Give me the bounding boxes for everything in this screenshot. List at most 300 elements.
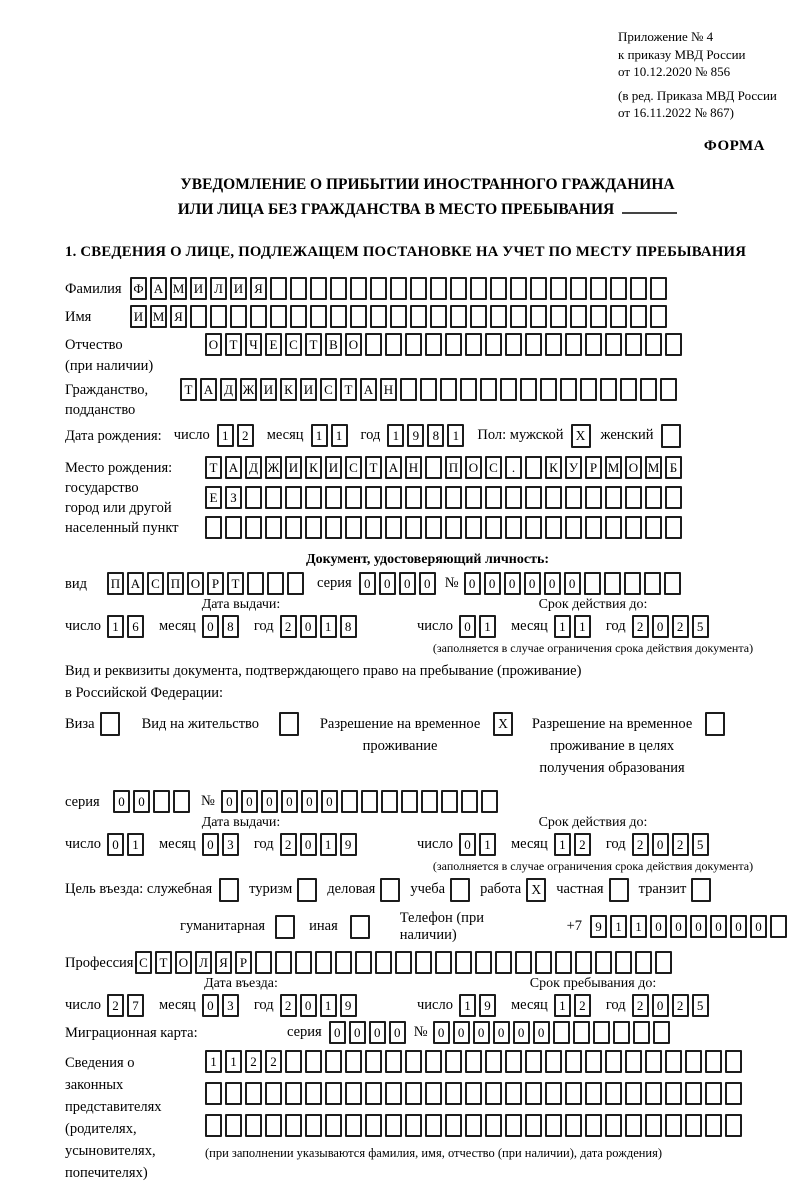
char-cell[interactable] xyxy=(210,305,227,328)
doc-kind-cells[interactable] xyxy=(107,572,307,595)
char-cell[interactable]: 2 xyxy=(632,994,649,1017)
char-cell[interactable] xyxy=(545,486,562,509)
char-cell[interactable] xyxy=(285,1082,302,1105)
char-cell[interactable] xyxy=(525,333,542,356)
char-cell[interactable]: 1 xyxy=(320,833,337,856)
char-cell[interactable]: Р xyxy=(207,572,224,595)
char-cell[interactable]: 1 xyxy=(554,994,571,1017)
char-cell[interactable]: П xyxy=(167,572,184,595)
char-cell[interactable]: О xyxy=(205,333,222,356)
char-cell[interactable]: 0 xyxy=(650,915,667,938)
char-cell[interactable] xyxy=(545,1082,562,1105)
migration-series-cells[interactable] xyxy=(329,1021,409,1044)
char-cell[interactable] xyxy=(530,277,547,300)
char-cell[interactable]: Н xyxy=(405,456,422,479)
char-cell[interactable]: И xyxy=(260,378,277,401)
residence-permit-checkbox[interactable] xyxy=(279,712,299,736)
char-cell[interactable]: 0 xyxy=(484,572,501,595)
purpose-tourism-checkbox[interactable] xyxy=(297,878,317,902)
char-cell[interactable]: 5 xyxy=(692,994,709,1017)
char-cell[interactable] xyxy=(615,951,632,974)
char-cell[interactable] xyxy=(405,516,422,539)
birthplace-row1-cells[interactable] xyxy=(205,456,685,479)
char-cell[interactable]: 2 xyxy=(265,1050,282,1073)
char-cell[interactable] xyxy=(270,277,287,300)
char-cell[interactable]: 5 xyxy=(692,615,709,638)
char-cell[interactable]: З xyxy=(225,486,242,509)
char-cell[interactable]: 1 xyxy=(320,615,337,638)
representatives-row3-cells[interactable] xyxy=(205,1114,745,1137)
char-cell[interactable] xyxy=(565,486,582,509)
char-cell[interactable] xyxy=(450,277,467,300)
char-cell[interactable]: И xyxy=(300,378,317,401)
char-cell[interactable] xyxy=(365,1114,382,1137)
char-cell[interactable] xyxy=(495,951,512,974)
temp-residence-checkbox[interactable]: X xyxy=(493,712,513,736)
char-cell[interactable] xyxy=(585,486,602,509)
char-cell[interactable]: О xyxy=(465,456,482,479)
char-cell[interactable] xyxy=(381,790,398,813)
char-cell[interactable] xyxy=(205,1082,222,1105)
char-cell[interactable] xyxy=(590,305,607,328)
char-cell[interactable] xyxy=(665,486,682,509)
char-cell[interactable] xyxy=(625,333,642,356)
char-cell[interactable] xyxy=(345,486,362,509)
char-cell[interactable]: 2 xyxy=(672,833,689,856)
char-cell[interactable]: 0 xyxy=(329,1021,346,1044)
char-cell[interactable]: 1 xyxy=(479,615,496,638)
char-cell[interactable] xyxy=(225,1114,242,1137)
char-cell[interactable] xyxy=(590,277,607,300)
char-cell[interactable] xyxy=(613,1021,630,1044)
citizenship-cells[interactable] xyxy=(180,378,680,401)
char-cell[interactable] xyxy=(525,486,542,509)
char-cell[interactable] xyxy=(485,516,502,539)
char-cell[interactable] xyxy=(247,572,264,595)
char-cell[interactable]: 9 xyxy=(340,833,357,856)
char-cell[interactable]: 6 xyxy=(127,615,144,638)
char-cell[interactable]: И xyxy=(130,305,147,328)
char-cell[interactable] xyxy=(650,277,667,300)
char-cell[interactable] xyxy=(605,516,622,539)
char-cell[interactable] xyxy=(625,1050,642,1073)
char-cell[interactable] xyxy=(295,951,312,974)
char-cell[interactable] xyxy=(325,1082,342,1105)
char-cell[interactable]: 9 xyxy=(407,424,424,447)
char-cell[interactable] xyxy=(465,333,482,356)
surname-cells[interactable] xyxy=(130,277,670,300)
purpose-official-checkbox[interactable] xyxy=(219,878,239,902)
char-cell[interactable] xyxy=(325,486,342,509)
char-cell[interactable]: Н xyxy=(380,378,397,401)
char-cell[interactable] xyxy=(560,378,577,401)
char-cell[interactable] xyxy=(505,1114,522,1137)
char-cell[interactable]: 2 xyxy=(280,615,297,638)
char-cell[interactable]: Ч xyxy=(245,333,262,356)
char-cell[interactable] xyxy=(190,305,207,328)
char-cell[interactable]: А xyxy=(150,277,167,300)
char-cell[interactable] xyxy=(485,1050,502,1073)
char-cell[interactable]: М xyxy=(150,305,167,328)
char-cell[interactable]: 9 xyxy=(479,994,496,1017)
char-cell[interactable] xyxy=(585,1114,602,1137)
char-cell[interactable]: 3 xyxy=(222,994,239,1017)
char-cell[interactable] xyxy=(390,277,407,300)
char-cell[interactable] xyxy=(425,1082,442,1105)
char-cell[interactable] xyxy=(401,790,418,813)
char-cell[interactable]: 1 xyxy=(205,1050,222,1073)
char-cell[interactable]: 7 xyxy=(127,994,144,1017)
residence-issue-day[interactable] xyxy=(107,833,147,856)
char-cell[interactable] xyxy=(361,790,378,813)
char-cell[interactable]: 0 xyxy=(750,915,767,938)
char-cell[interactable] xyxy=(550,305,567,328)
male-checkbox[interactable]: X xyxy=(571,424,591,448)
stay-month[interactable] xyxy=(554,994,594,1017)
char-cell[interactable]: М xyxy=(645,456,662,479)
char-cell[interactable]: 1 xyxy=(574,615,591,638)
char-cell[interactable]: 0 xyxy=(544,572,561,595)
char-cell[interactable] xyxy=(570,277,587,300)
char-cell[interactable] xyxy=(705,1050,722,1073)
char-cell[interactable] xyxy=(285,1114,302,1137)
char-cell[interactable]: 0 xyxy=(493,1021,510,1044)
char-cell[interactable] xyxy=(585,516,602,539)
char-cell[interactable] xyxy=(580,378,597,401)
char-cell[interactable] xyxy=(650,305,667,328)
char-cell[interactable] xyxy=(345,1050,362,1073)
female-checkbox[interactable] xyxy=(661,424,681,448)
char-cell[interactable]: Б xyxy=(665,456,682,479)
residence-expiry-year[interactable] xyxy=(632,833,712,856)
purpose-humanitarian-checkbox[interactable] xyxy=(275,915,295,939)
char-cell[interactable] xyxy=(205,1114,222,1137)
char-cell[interactable]: 1 xyxy=(127,833,144,856)
char-cell[interactable]: С xyxy=(345,456,362,479)
char-cell[interactable] xyxy=(505,516,522,539)
residence-issue-year[interactable] xyxy=(280,833,360,856)
char-cell[interactable] xyxy=(665,333,682,356)
char-cell[interactable] xyxy=(610,305,627,328)
char-cell[interactable] xyxy=(545,516,562,539)
char-cell[interactable]: . xyxy=(505,456,522,479)
char-cell[interactable]: 5 xyxy=(692,833,709,856)
char-cell[interactable]: 0 xyxy=(241,790,258,813)
char-cell[interactable] xyxy=(290,305,307,328)
char-cell[interactable] xyxy=(573,1021,590,1044)
char-cell[interactable] xyxy=(285,486,302,509)
char-cell[interactable] xyxy=(390,305,407,328)
doc-issue-day[interactable] xyxy=(107,615,147,638)
char-cell[interactable] xyxy=(265,1114,282,1137)
char-cell[interactable]: 2 xyxy=(280,994,297,1017)
char-cell[interactable]: 0 xyxy=(419,572,436,595)
char-cell[interactable] xyxy=(425,456,442,479)
char-cell[interactable] xyxy=(645,1082,662,1105)
char-cell[interactable]: 0 xyxy=(113,790,130,813)
char-cell[interactable] xyxy=(445,1050,462,1073)
char-cell[interactable] xyxy=(305,1114,322,1137)
char-cell[interactable]: Р xyxy=(235,951,252,974)
char-cell[interactable] xyxy=(470,277,487,300)
char-cell[interactable] xyxy=(565,1114,582,1137)
char-cell[interactable] xyxy=(470,305,487,328)
char-cell[interactable]: 0 xyxy=(301,790,318,813)
purpose-business-checkbox[interactable] xyxy=(380,878,400,902)
char-cell[interactable] xyxy=(565,1050,582,1073)
char-cell[interactable] xyxy=(655,951,672,974)
char-cell[interactable]: Ф xyxy=(130,277,147,300)
char-cell[interactable] xyxy=(665,1114,682,1137)
char-cell[interactable] xyxy=(345,1082,362,1105)
char-cell[interactable] xyxy=(770,915,787,938)
char-cell[interactable]: 0 xyxy=(300,994,317,1017)
char-cell[interactable]: И xyxy=(230,277,247,300)
char-cell[interactable] xyxy=(565,333,582,356)
char-cell[interactable]: 0 xyxy=(379,572,396,595)
char-cell[interactable]: 8 xyxy=(222,615,239,638)
residence-series-cells[interactable] xyxy=(113,790,193,813)
char-cell[interactable] xyxy=(455,951,472,974)
purpose-study-checkbox[interactable] xyxy=(450,878,470,902)
char-cell[interactable] xyxy=(465,1050,482,1073)
char-cell[interactable]: 0 xyxy=(369,1021,386,1044)
char-cell[interactable]: 0 xyxy=(730,915,747,938)
char-cell[interactable] xyxy=(645,516,662,539)
char-cell[interactable] xyxy=(415,951,432,974)
char-cell[interactable] xyxy=(535,951,552,974)
char-cell[interactable] xyxy=(385,1050,402,1073)
patronymic-cells[interactable] xyxy=(205,333,685,356)
char-cell[interactable]: 0 xyxy=(652,615,669,638)
char-cell[interactable] xyxy=(225,516,242,539)
char-cell[interactable]: М xyxy=(605,456,622,479)
char-cell[interactable]: 0 xyxy=(524,572,541,595)
char-cell[interactable]: 1 xyxy=(331,424,348,447)
char-cell[interactable]: Т xyxy=(305,333,322,356)
char-cell[interactable] xyxy=(555,951,572,974)
char-cell[interactable]: Я xyxy=(170,305,187,328)
char-cell[interactable]: Т xyxy=(225,333,242,356)
char-cell[interactable]: 1 xyxy=(447,424,464,447)
char-cell[interactable] xyxy=(341,790,358,813)
char-cell[interactable]: С xyxy=(285,333,302,356)
char-cell[interactable]: Е xyxy=(205,486,222,509)
doc-expiry-month[interactable] xyxy=(554,615,594,638)
char-cell[interactable] xyxy=(461,790,478,813)
char-cell[interactable] xyxy=(410,305,427,328)
char-cell[interactable] xyxy=(604,572,621,595)
char-cell[interactable]: 0 xyxy=(221,790,238,813)
char-cell[interactable] xyxy=(660,378,677,401)
char-cell[interactable] xyxy=(330,305,347,328)
char-cell[interactable] xyxy=(490,277,507,300)
char-cell[interactable]: 0 xyxy=(459,615,476,638)
char-cell[interactable] xyxy=(335,951,352,974)
char-cell[interactable] xyxy=(550,277,567,300)
char-cell[interactable] xyxy=(600,378,617,401)
char-cell[interactable]: 2 xyxy=(245,1050,262,1073)
doc-issue-year[interactable] xyxy=(280,615,360,638)
char-cell[interactable] xyxy=(385,486,402,509)
char-cell[interactable]: 0 xyxy=(533,1021,550,1044)
char-cell[interactable] xyxy=(481,790,498,813)
char-cell[interactable] xyxy=(245,516,262,539)
char-cell[interactable] xyxy=(520,378,537,401)
char-cell[interactable]: С xyxy=(320,378,337,401)
entry-month[interactable] xyxy=(202,994,242,1017)
char-cell[interactable]: П xyxy=(107,572,124,595)
char-cell[interactable] xyxy=(620,378,637,401)
char-cell[interactable] xyxy=(475,951,492,974)
char-cell[interactable] xyxy=(630,305,647,328)
char-cell[interactable] xyxy=(545,333,562,356)
char-cell[interactable] xyxy=(425,1114,442,1137)
char-cell[interactable]: У xyxy=(565,456,582,479)
doc-series-cells[interactable] xyxy=(359,572,439,595)
char-cell[interactable]: Я xyxy=(215,951,232,974)
char-cell[interactable] xyxy=(645,1114,662,1137)
char-cell[interactable] xyxy=(305,516,322,539)
doc-expiry-year[interactable] xyxy=(632,615,712,638)
char-cell[interactable] xyxy=(585,333,602,356)
char-cell[interactable]: 0 xyxy=(133,790,150,813)
residence-issue-month[interactable] xyxy=(202,833,242,856)
char-cell[interactable] xyxy=(465,1114,482,1137)
char-cell[interactable] xyxy=(665,516,682,539)
char-cell[interactable]: 0 xyxy=(504,572,521,595)
purpose-work-checkbox[interactable]: X xyxy=(526,878,546,902)
char-cell[interactable] xyxy=(515,951,532,974)
char-cell[interactable]: Т xyxy=(340,378,357,401)
purpose-other-checkbox[interactable] xyxy=(350,915,370,939)
char-cell[interactable] xyxy=(705,1114,722,1137)
temp-residence-edu-checkbox[interactable] xyxy=(705,712,725,736)
char-cell[interactable] xyxy=(365,1082,382,1105)
birthplace-row2-cells[interactable] xyxy=(205,486,685,509)
char-cell[interactable]: О xyxy=(187,572,204,595)
char-cell[interactable] xyxy=(500,378,517,401)
char-cell[interactable]: И xyxy=(285,456,302,479)
char-cell[interactable] xyxy=(245,486,262,509)
char-cell[interactable]: 1 xyxy=(479,833,496,856)
char-cell[interactable]: А xyxy=(200,378,217,401)
char-cell[interactable] xyxy=(430,277,447,300)
char-cell[interactable] xyxy=(653,1021,670,1044)
char-cell[interactable]: Д xyxy=(245,456,262,479)
char-cell[interactable]: Т xyxy=(365,456,382,479)
char-cell[interactable]: 1 xyxy=(459,994,476,1017)
char-cell[interactable]: 1 xyxy=(320,994,337,1017)
doc-expiry-day[interactable] xyxy=(459,615,499,638)
char-cell[interactable]: Д xyxy=(220,378,237,401)
char-cell[interactable] xyxy=(685,1114,702,1137)
char-cell[interactable] xyxy=(525,1114,542,1137)
char-cell[interactable] xyxy=(205,516,222,539)
char-cell[interactable]: 2 xyxy=(672,994,689,1017)
char-cell[interactable] xyxy=(370,277,387,300)
char-cell[interactable] xyxy=(285,1050,302,1073)
char-cell[interactable]: 0 xyxy=(389,1021,406,1044)
char-cell[interactable] xyxy=(245,1114,262,1137)
char-cell[interactable] xyxy=(525,1082,542,1105)
char-cell[interactable] xyxy=(305,486,322,509)
char-cell[interactable] xyxy=(410,277,427,300)
char-cell[interactable] xyxy=(265,486,282,509)
char-cell[interactable]: 1 xyxy=(225,1050,242,1073)
char-cell[interactable] xyxy=(525,456,542,479)
char-cell[interactable]: 9 xyxy=(340,994,357,1017)
char-cell[interactable] xyxy=(365,486,382,509)
char-cell[interactable]: М xyxy=(170,277,187,300)
char-cell[interactable]: С xyxy=(147,572,164,595)
representatives-row1-cells[interactable] xyxy=(205,1050,745,1073)
char-cell[interactable] xyxy=(685,1050,702,1073)
char-cell[interactable]: 1 xyxy=(630,915,647,938)
char-cell[interactable] xyxy=(565,1082,582,1105)
char-cell[interactable] xyxy=(625,516,642,539)
char-cell[interactable]: 0 xyxy=(399,572,416,595)
char-cell[interactable] xyxy=(605,333,622,356)
purpose-transit-checkbox[interactable] xyxy=(691,878,711,902)
char-cell[interactable] xyxy=(490,305,507,328)
visa-checkbox[interactable] xyxy=(100,712,120,736)
char-cell[interactable]: 0 xyxy=(652,994,669,1017)
char-cell[interactable] xyxy=(665,1050,682,1073)
char-cell[interactable] xyxy=(593,1021,610,1044)
char-cell[interactable] xyxy=(445,1114,462,1137)
char-cell[interactable] xyxy=(630,277,647,300)
char-cell[interactable]: 0 xyxy=(710,915,727,938)
char-cell[interactable] xyxy=(665,1082,682,1105)
char-cell[interactable] xyxy=(605,486,622,509)
char-cell[interactable]: 0 xyxy=(473,1021,490,1044)
char-cell[interactable]: 0 xyxy=(652,833,669,856)
char-cell[interactable] xyxy=(310,305,327,328)
char-cell[interactable] xyxy=(385,516,402,539)
char-cell[interactable]: 0 xyxy=(202,833,219,856)
char-cell[interactable] xyxy=(605,1114,622,1137)
char-cell[interactable]: 0 xyxy=(513,1021,530,1044)
char-cell[interactable] xyxy=(365,516,382,539)
char-cell[interactable]: Т xyxy=(180,378,197,401)
char-cell[interactable]: Т xyxy=(155,951,172,974)
char-cell[interactable]: 2 xyxy=(107,994,124,1017)
char-cell[interactable] xyxy=(664,572,681,595)
char-cell[interactable]: 1 xyxy=(311,424,328,447)
char-cell[interactable] xyxy=(625,1114,642,1137)
char-cell[interactable] xyxy=(645,333,662,356)
char-cell[interactable] xyxy=(305,1082,322,1105)
char-cell[interactable]: Я xyxy=(250,277,267,300)
char-cell[interactable] xyxy=(553,1021,570,1044)
char-cell[interactable]: К xyxy=(305,456,322,479)
char-cell[interactable] xyxy=(505,333,522,356)
purpose-private-checkbox[interactable] xyxy=(609,878,629,902)
char-cell[interactable] xyxy=(270,305,287,328)
char-cell[interactable]: Ж xyxy=(265,456,282,479)
char-cell[interactable] xyxy=(460,378,477,401)
char-cell[interactable]: 0 xyxy=(300,615,317,638)
char-cell[interactable] xyxy=(445,1082,462,1105)
char-cell[interactable]: 1 xyxy=(217,424,234,447)
char-cell[interactable] xyxy=(505,486,522,509)
char-cell[interactable] xyxy=(595,951,612,974)
char-cell[interactable]: 2 xyxy=(672,615,689,638)
char-cell[interactable]: 0 xyxy=(690,915,707,938)
char-cell[interactable] xyxy=(250,305,267,328)
char-cell[interactable] xyxy=(465,1082,482,1105)
